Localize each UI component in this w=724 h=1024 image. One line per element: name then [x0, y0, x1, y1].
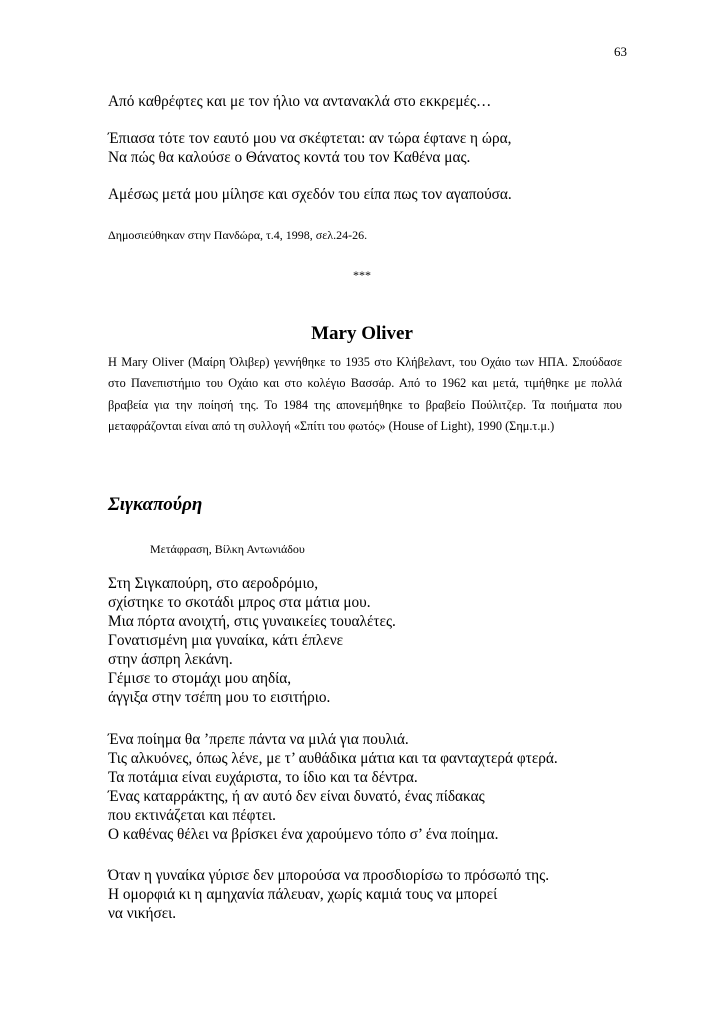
text-line: Αμέσως μετά μου μίλησε και σχεδόν του είπα πως τον αγαπούσα.	[108, 186, 512, 203]
poem-title: Σιγκαπούρη	[108, 494, 203, 515]
text-line: Από καθρέφτες και με τον ήλιο να αντανακλά στο εκκρεμές…	[108, 93, 492, 110]
poem-line: να νικήσει.	[108, 905, 177, 922]
publication-note: Δημοσιεύθηκαν στην Πανδώρα, τ.4, 1998, σελ.24-26.	[108, 228, 368, 242]
poem-line: Τα ποτάμια είναι ευχάριστα, το ίδιο και τα δέντρα.	[108, 769, 418, 786]
poem-line: Τις αλκυόνες, όπως λένε, με τ’ αυθάδικα μάτια και τα φανταχτερά φτερά.	[108, 750, 558, 767]
text-line: Έπιασα τότε τον εαυτό μου να σκέφτεται: αν τώρα έφτανε η ώρα,	[108, 130, 512, 147]
author-heading: Mary Oliver	[311, 323, 413, 344]
poem-line: Στη Σιγκαπούρη, στο αεροδρόμιο,	[108, 575, 319, 592]
poem-line: Γονατισμένη μια γυναίκα, κάτι έπλενε	[108, 632, 344, 649]
poem-line: άγγιξα στην τσέπη μου το εισιτήριο.	[108, 689, 331, 706]
poem-line: Η ομορφιά κι η αμηχανία πάλευαν, χωρίς καμιά τους να μπορεί	[108, 886, 498, 903]
page-number: 63	[614, 44, 627, 59]
text-line: Να πώς θα καλούσε ο Θάνατος κοντά του τον Καθένα μας.	[108, 149, 471, 166]
poem-line: Ο καθένας θέλει να βρίσκει ένα χαρούμενο τόπο σ’ ένα ποίημα.	[108, 826, 499, 843]
poem-line: Ένα ποίημα θα ’πρεπε πάντα να μιλά για πουλιά.	[108, 731, 409, 748]
poem-line: Ένας καταρράκτης, ή αν αυτό δεν είναι δυνατό, ένας πίδακας	[108, 788, 485, 805]
poem-line: Όταν η γυναίκα γύρισε δεν μπορούσα να προσδιορίσω το πρόσωπό της.	[108, 867, 550, 884]
poem-line: Μια πόρτα ανοιχτή, στις γυναικείες τουαλέτες.	[108, 613, 396, 630]
author-bio: Η Mary Oliver (Μαίρη Όλιβερ) γεννήθηκε το 1935 στο Κλήβελαντ, του Οχάιο των ΗΠΑ. Σπούδασε στο Πανεπιστήμιο του Οχάιο και στο κολέγιο Βασσάρ. Από το 1962 και μετά, τιμήθηκε με πολλά βραβεία για την ποίησή της. Το 1984 της απονεμήθηκε το βραβείο Πούλιτζερ. Τα ποιήματα που μεταφράζονται είναι από τη συλλογή «Σπίτι του φωτός» (House of Light), 1990 (Σημ.τ.μ.)	[108, 355, 622, 433]
poem-line: στην άσπρη λεκάνη.	[108, 651, 233, 668]
translator-credit: Μετάφραση, Βίλκη Αντωνιάδου	[150, 542, 305, 556]
poem-line: που εκτινάζεται και πέφτει.	[108, 807, 276, 824]
poem-line: σχίστηκε το σκοτάδι μπρος στα μάτια μου.	[108, 594, 371, 611]
poem-line: Γέμισε το στομάχι μου αηδία,	[108, 670, 292, 687]
section-separator: ***	[353, 268, 371, 282]
